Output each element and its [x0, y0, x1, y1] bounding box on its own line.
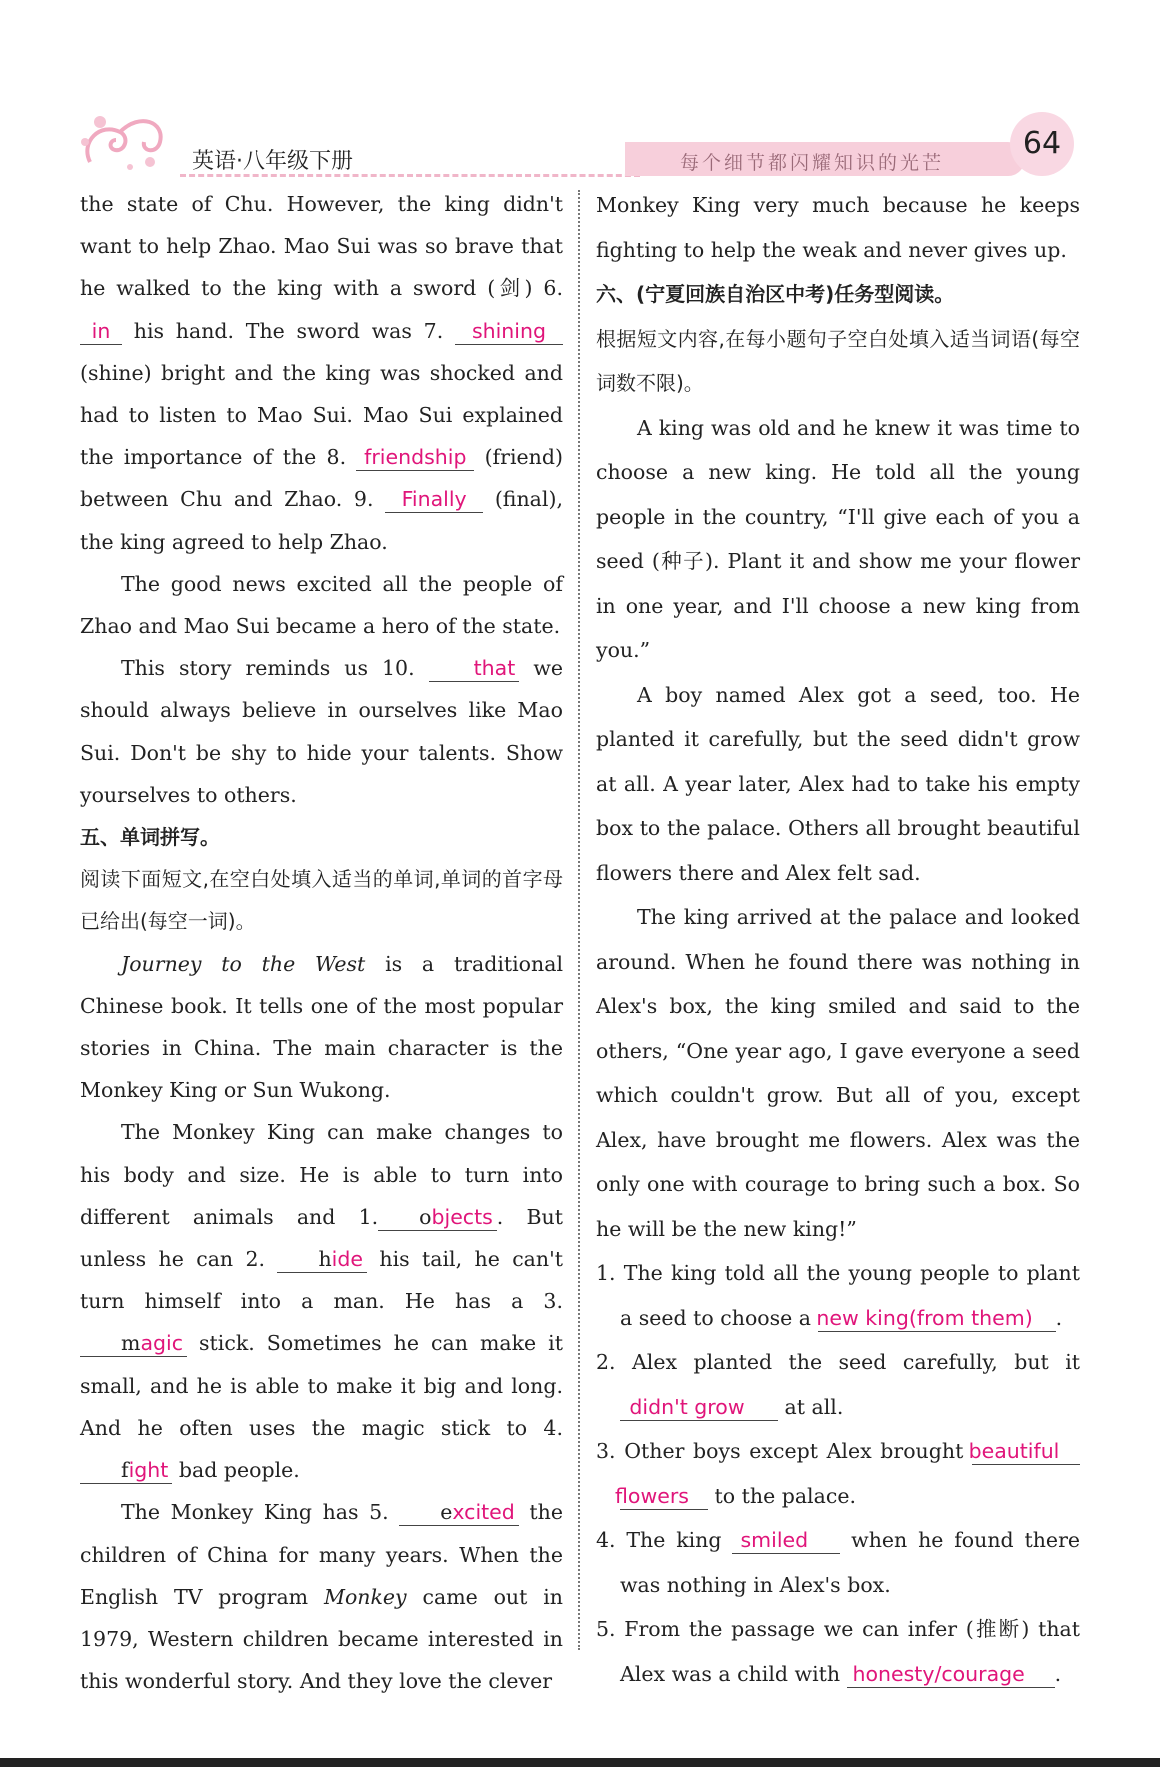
header-dashed-line — [180, 174, 640, 177]
book-title: 英语·八年级下册 — [192, 149, 353, 174]
task-paragraph-1: A king was old and he knew it was time to choose a new king. He told all the young people in the country, “I'll give each of you a seed (种子). Plant it and show me your flower in one year, and I'll choose a new king from you.” — [596, 415, 1080, 662]
flower-ornament-icon — [70, 102, 180, 182]
section-6-heading: 六、(宁夏回族自治区中考)任务型阅读。 — [596, 282, 955, 306]
passage-paragraph-1: Journey to the West is a traditional Chinese book. It tells one of the most popular stories in China. The main character is the Monkey King or Sun Wukong. — [80, 951, 563, 1103]
question-4-answer: smiled — [732, 1527, 840, 1554]
left-column — [80, 183, 563, 1702]
answer-5: excited — [399, 1499, 519, 1526]
question-2: 2. Alex planted the seed carefully, but it didn't grow at all. — [596, 1350, 1080, 1419]
answer-2: hide — [277, 1246, 367, 1273]
answer-8: friendship — [356, 444, 474, 471]
answer-10: that — [429, 655, 520, 682]
answer-1: objects — [378, 1204, 497, 1231]
task-paragraph-3: The king arrived at the palace and looked around. When he found there was nothing in Alex's box, the king smiled and said to the others, “One year ago, I gave everyone a seed which couldn't grow. But all of you, except Alex, have brought me flowers. Alex was the only one with courage to bring such a box. So he will be the new king!” — [596, 905, 1080, 1241]
question-5-answer: honesty/courage — [847, 1661, 1055, 1688]
question-1: 1. The king told all the young people to plant a seed to choose a new king(from them) . — [596, 1261, 1080, 1330]
column-divider — [578, 190, 580, 1650]
question-3-answer-a: beautiful — [972, 1438, 1080, 1465]
passage-paragraph-3: The Monkey King has 5. excited the children of China for many years. When the English TV program Monkey came out in 1979, Western children became interested in this wonderful story. And they love the clever — [80, 1500, 563, 1694]
section-5-instruction: 阅读下面短文,在空白处填入适当的单词,单词的首字母已给出(每空一词)。 — [80, 867, 563, 934]
passage-paragraph-2: The Monkey King can make changes to his body and size. He is able to turn into different animals and 1. objects . But unless he can 2. hide his tail, he can't turn himself into a man. He has a 3. magic stick. Sometimes he can make it small, and he is able to make it big and long. And he often uses the magic stick to 4. fight bad people. — [80, 1120, 564, 1483]
header-slogan: 每个细节都闪耀知识的光芒 — [680, 152, 945, 174]
page-header — [0, 100, 1160, 190]
page-number: 64 — [1010, 112, 1074, 176]
question-4: 4. The king smiled when he found there was nothing in Alex's box. — [596, 1528, 1080, 1597]
answer-7: shining — [455, 318, 563, 345]
question-5: 5. From the passage we can infer (推断) that Alex was a child with honesty/courage . — [596, 1617, 1080, 1686]
answer-3: magic — [80, 1330, 187, 1357]
book-title-italic: Journey to the West — [121, 951, 366, 976]
right-paragraph-0: Monkey King very much because he keeps fighting to help the weak and never gives up. — [596, 193, 1080, 262]
story-paragraph-2: The good news excited all the people of Zhao and Mao Sui became a hero of the state. — [80, 571, 563, 639]
answer-6: in — [80, 318, 122, 345]
question-3: 3. Other boys except Alex brought beautiful flowers to the palace. — [596, 1429, 1080, 1518]
question-2-answer: didn't grow — [620, 1394, 778, 1421]
tv-program-title: Monkey — [323, 1584, 407, 1609]
task-paragraph-2: A boy named Alex got a seed, too. He planted it carefully, but the seed didn't grow at all. A year later, Alex had to take his empty box to the palace. Others all brought beautiful flowers there and Alex felt sad. — [596, 682, 1080, 885]
answer-9: Finally — [385, 486, 483, 513]
section-5-heading: 五、单词拼写。 — [80, 825, 220, 850]
question-1-answer: new king(from them) — [818, 1305, 1056, 1332]
answer-4: fight — [80, 1457, 172, 1484]
story-paragraph-3: This story reminds us 10. that we should always believe in ourselves like Mao Sui. Don't be shy to hide your talents. Show yourselves to others. — [80, 656, 563, 807]
story-paragraph-1: the state of Chu. However, the king didn't want to help Zhao. Mao Sui was so brave that he walked to the king with a sword (剑) 6. in his hand. The sword was 7. shining (shine) bright and the king was shocked and had to listen to Mao Sui. Mao Sui explained the importance of the 8. friendship (friend) between Chu and Zhao. 9. Finally (final), the king agreed to help Zhao. — [80, 192, 563, 554]
page-bottom-bar — [0, 1758, 1160, 1767]
question-3-answer-b: flowers — [620, 1483, 708, 1510]
section-6-instruction: 根据短文内容,在每小题句子空白处填入适当词语(每空词数不限)。 — [596, 326, 1080, 395]
right-column — [596, 183, 1080, 1696]
